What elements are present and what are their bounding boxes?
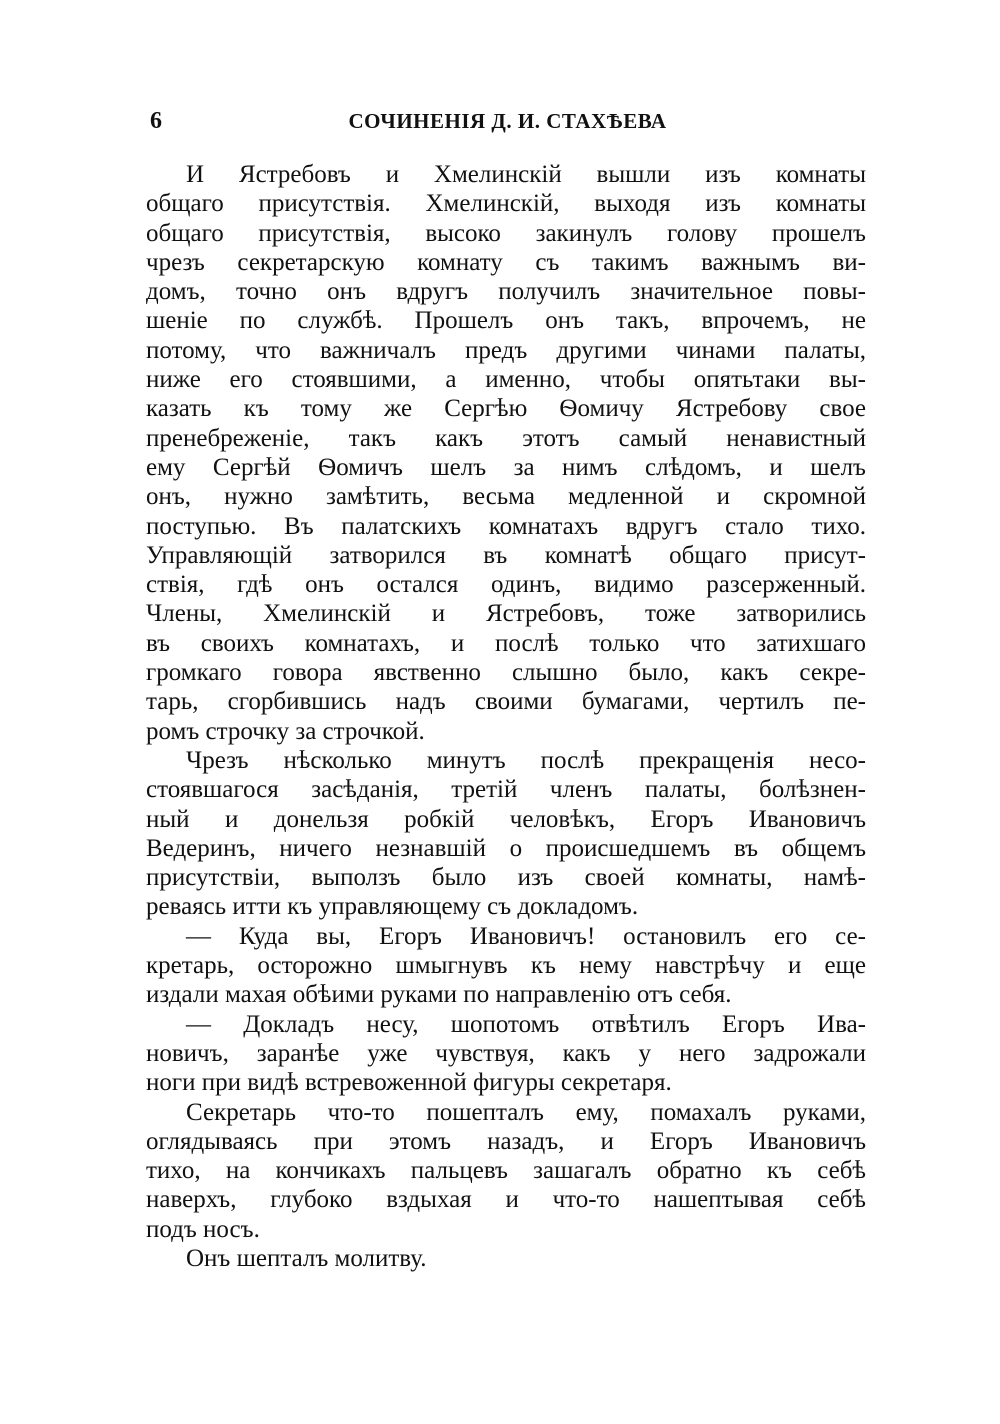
text-line: поступью. Въ палатскихъ комнатахъ вдругъ стало тихо. bbox=[146, 512, 866, 540]
text-line: стоявшагося засѣданія, третій членъ палаты, болѣзнен- bbox=[146, 776, 866, 804]
text-line: кретарь, осторожно шмыгнувъ къ нему навстрѣчу и еще bbox=[146, 952, 866, 980]
body-text bbox=[146, 160, 866, 1273]
text-line: громкаго говора явственно слышно было, какъ секре- bbox=[146, 659, 866, 687]
text-line: общаго присутствія. Хмелинскій, выходя изъ комнаты bbox=[146, 190, 866, 218]
text-line: ромъ строчку за строчкой. bbox=[146, 717, 425, 745]
text-line: присутствіи, выползъ было изъ своей комнаты, намѣ- bbox=[146, 864, 866, 892]
text-line: — Куда вы, Егоръ Ивановичъ! остановилъ его се- bbox=[186, 922, 866, 950]
text-line: ему Сергѣй Ѳомичъ шелъ за нимъ слѣдомъ, и шелъ bbox=[146, 453, 866, 481]
text-line: ниже его стоявшими, а именно, чтобы опятьтаки вы- bbox=[146, 366, 866, 394]
text-line: тихо, на кончикахъ пальцевъ зашагалъ обратно къ себѣ bbox=[146, 1157, 866, 1185]
text-line: потому, что важничалъ предъ другими чинами палаты, bbox=[146, 336, 866, 364]
text-line: общаго присутствія, высоко закинулъ голову прошелъ bbox=[146, 219, 866, 247]
text-line: шеніе по службѣ. Прошелъ онъ такъ, впрочемъ, не bbox=[146, 307, 866, 335]
text-line: ноги при видѣ встревоженной фигуры секретаря. bbox=[146, 1069, 672, 1097]
text-line: Управляющій затворился въ комнатѣ общаго присут- bbox=[146, 541, 866, 569]
text-line: чрезъ секретарскую комнату съ такимъ важнымъ ви- bbox=[146, 248, 866, 276]
text-line: оглядываясь при этомъ назадъ, и Егоръ Ивановичъ bbox=[146, 1127, 866, 1155]
page-number: 6 bbox=[150, 108, 162, 134]
text-line: Чрезъ нѣсколько минутъ послѣ прекращенія несо- bbox=[186, 746, 866, 774]
text-line: въ своихъ комнатахъ, и послѣ только что затихшаго bbox=[146, 629, 866, 657]
running-title: СОЧИНЕНІЯ Д. И. СТАХѢЕВА bbox=[348, 109, 667, 133]
text-line: Члены, Хмелинскій и Ястребовъ, тоже затворились bbox=[146, 600, 866, 628]
text-line: И Ястребовъ и Хмелинскій вышли изъ комнаты bbox=[186, 161, 866, 188]
text-line: издали махая обѣими руками по направленію отъ себя. bbox=[146, 981, 732, 1009]
text-line: ствія, гдѣ онъ остался одинъ, видимо разсерженный. bbox=[146, 571, 866, 599]
text-line: Ведеринъ, ничего незнавшій о происшедшемъ въ общемъ bbox=[146, 834, 866, 862]
text-line: домъ, точно онъ вдругъ получилъ значительное повы- bbox=[146, 278, 866, 306]
text-line: пренебреженіе, такъ какъ этотъ самый ненавистный bbox=[146, 424, 866, 452]
text-line: Секретарь что-то пошепталъ ему, помахалъ руками, bbox=[186, 1098, 866, 1126]
text-line: — Докладъ несу, шопотомъ отвѣтилъ Егоръ Ива- bbox=[186, 1010, 866, 1038]
running-head bbox=[150, 106, 865, 136]
text-line: новичъ, заранѣе уже чувствуя, какъ у него задрожали bbox=[146, 1039, 866, 1067]
text-line: онъ, нужно замѣтить, весьма медленной и скромной bbox=[146, 483, 866, 511]
text-line: ный и донельзя робкій человѣкъ, Егоръ Ивановичъ bbox=[146, 805, 866, 833]
text-line: подъ носъ. bbox=[146, 1215, 260, 1243]
text-line: казать къ тому же Сергѣю Ѳомичу Ястребову свое bbox=[146, 395, 866, 423]
text-line: Онъ шепталъ молитву. bbox=[186, 1244, 427, 1272]
text-line: наверхъ, глубоко вздыхая и что-то нашептывая себѣ bbox=[146, 1186, 866, 1214]
text-line: тарь, сгорбившись надъ своими бумагами, чертилъ пе- bbox=[146, 688, 866, 716]
text-line: реваясь итти къ управляющему съ докладомъ. bbox=[146, 893, 639, 921]
